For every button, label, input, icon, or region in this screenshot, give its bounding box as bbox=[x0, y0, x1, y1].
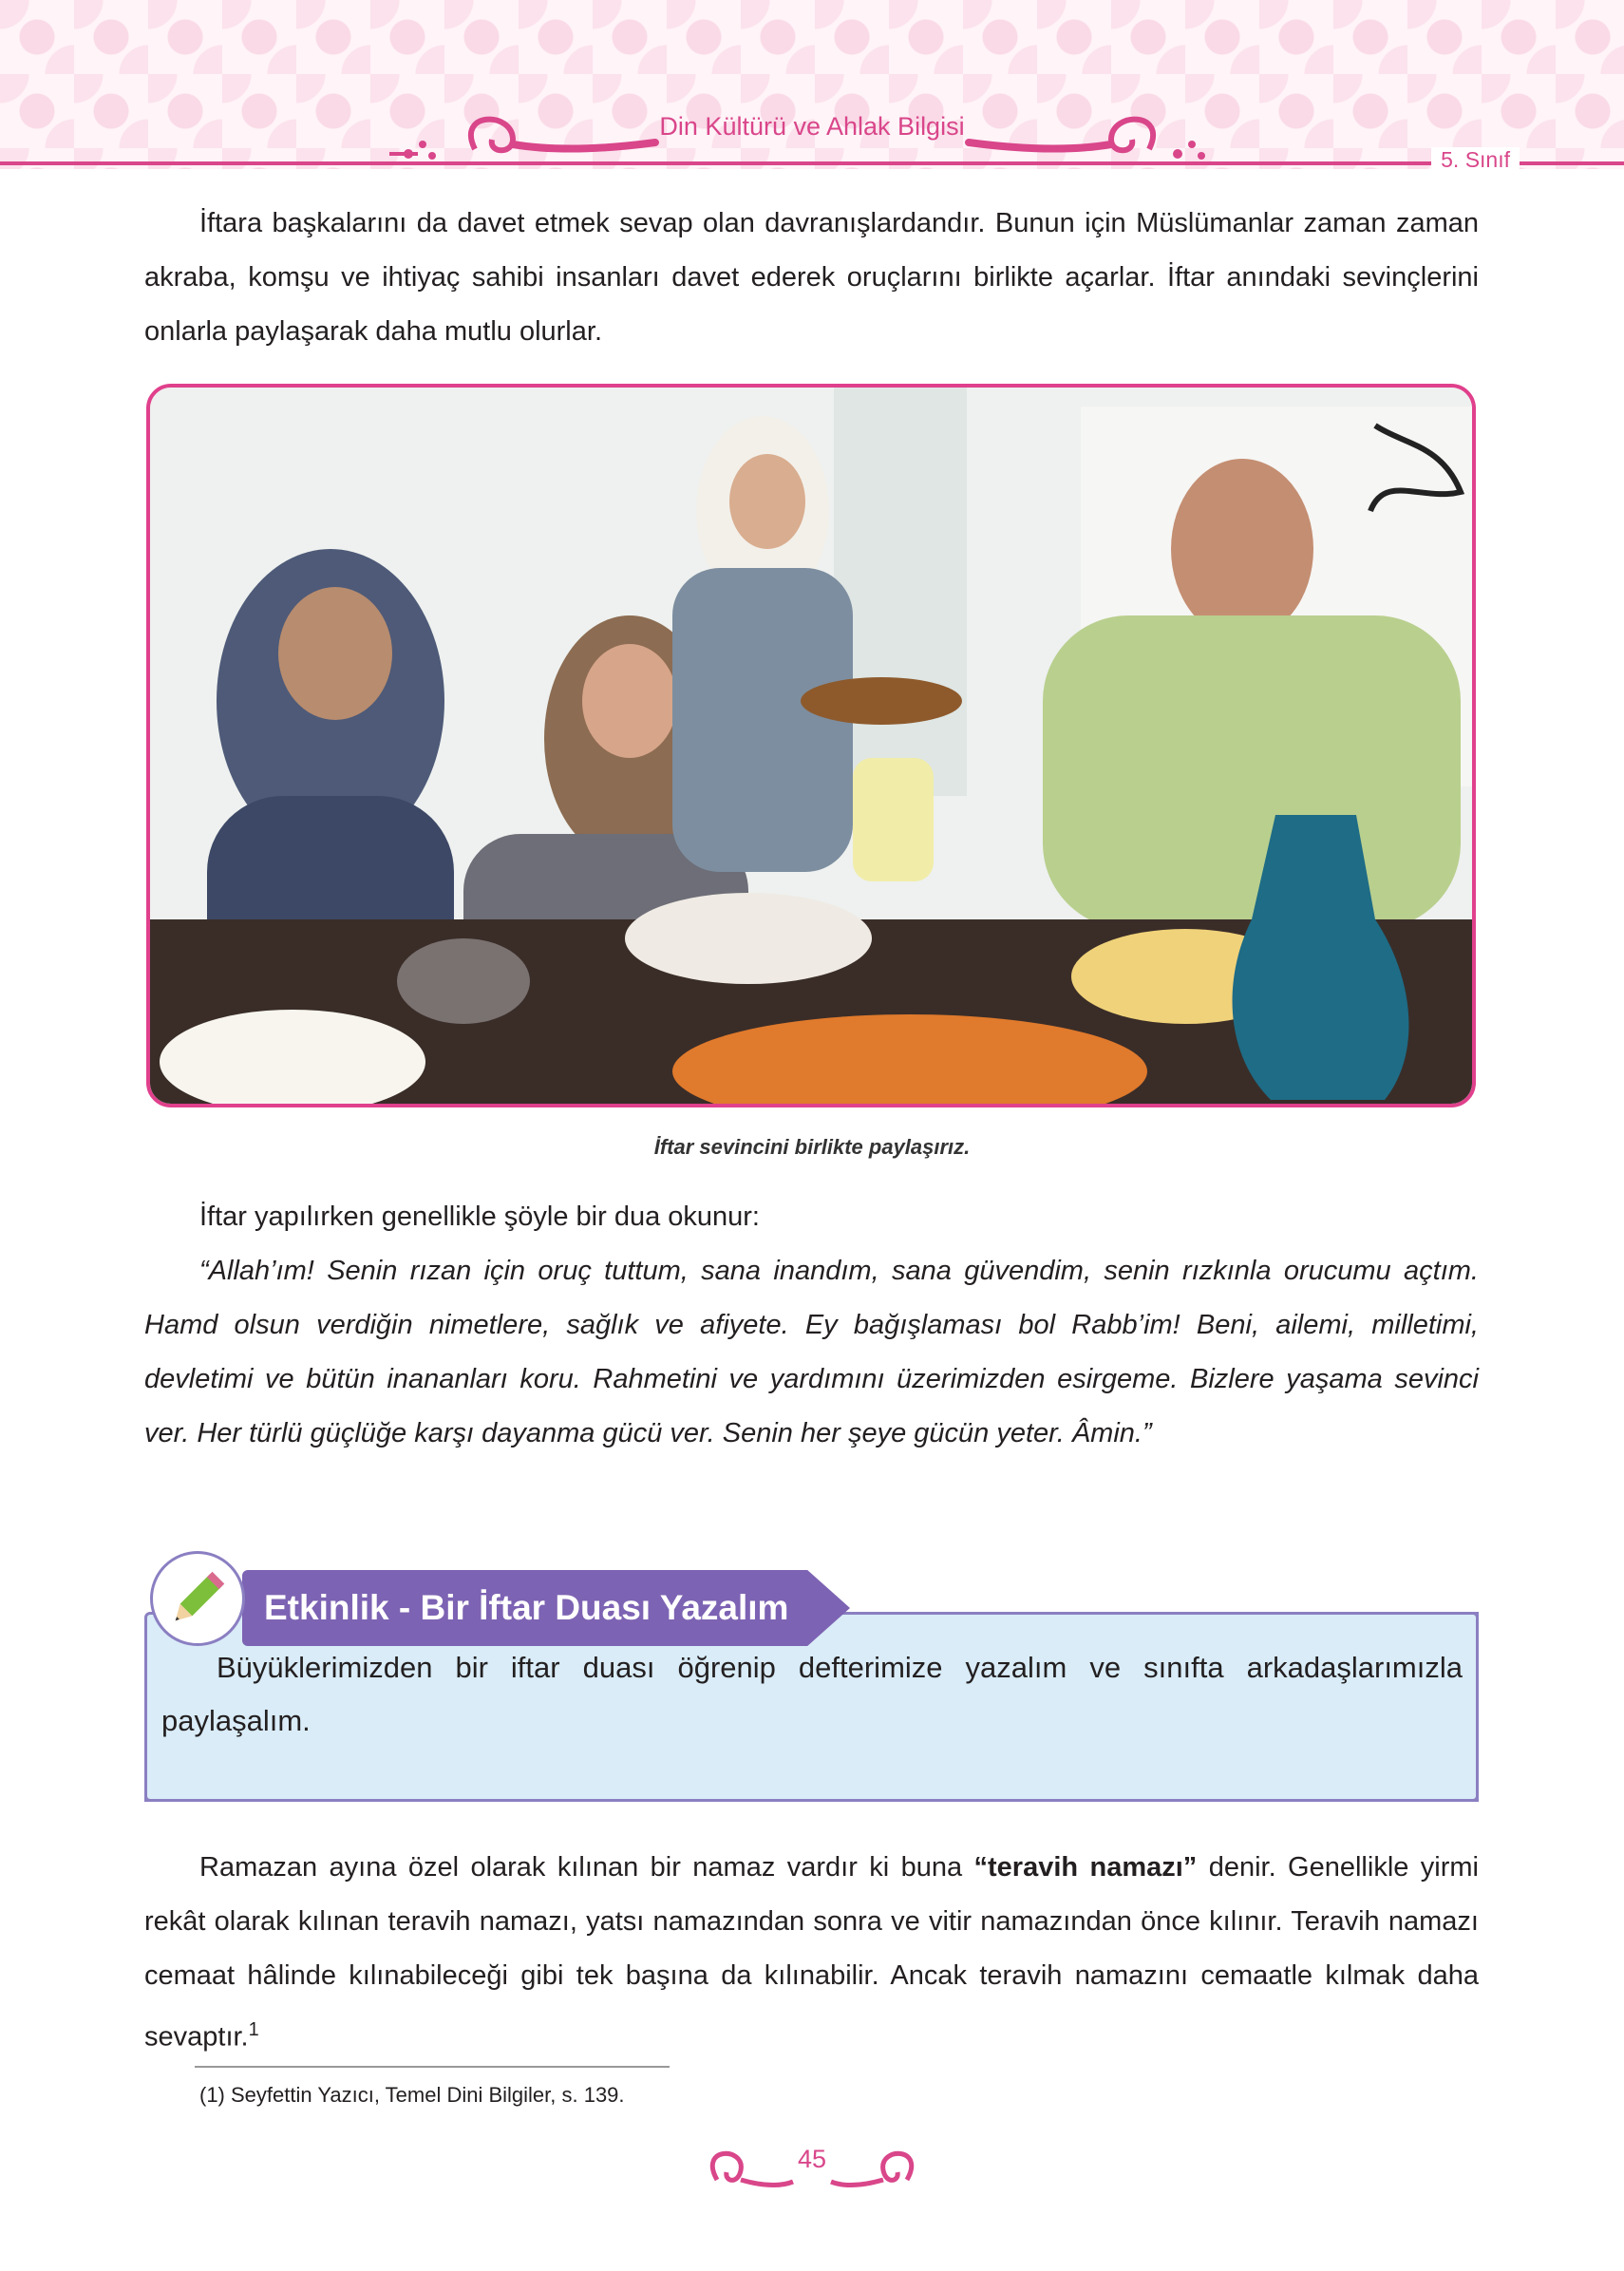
paragraph-teravih bbox=[144, 1841, 1479, 2065]
pencil-icon bbox=[153, 1554, 242, 1643]
prayer-intro-text: İftar yapılırken genellikle şöyle bir dua okunur: bbox=[199, 1202, 760, 1232]
teravih-term: “teravih namazı” bbox=[973, 1852, 1198, 1883]
photo-caption: İftar sevincini birlikte paylaşırız. bbox=[653, 1135, 971, 1159]
iftar-prayer bbox=[144, 1244, 1479, 1461]
book-title: Din Kültürü ve Ahlak Bilgisi bbox=[659, 112, 965, 141]
footnote-rule bbox=[195, 2066, 670, 2068]
activity-text bbox=[161, 1641, 1463, 1748]
corner-ornament bbox=[1455, 1612, 1479, 1636]
page-number: 45 bbox=[797, 2145, 827, 2173]
paragraph-iftar-invite bbox=[144, 197, 1479, 359]
corner-ornament bbox=[1455, 1778, 1479, 1802]
iftar-family-photo bbox=[146, 384, 1476, 1107]
paragraph-text: İftara başkalarını da davet etmek sevap olan davranışlardandır. Bunun için Müslümanlar zaman zaman akraba, komşu ve ihtiyaç sahibi insanları davet ederek oruçlarını birlikte açarlar. İftar anındaki sevinçlerini onlarla paylaşarak daha mutlu olurlar. bbox=[144, 208, 1479, 347]
teravih-text-end: denir. Genellikle yirmi rekât olarak kılınan teravih namazı, yatsı namazından sonra ve vitir namazından önce kılınır. Teravih namazı cemaat hâlinde kılınabileceği gibi tek başına da kılınabilir. Ancak teravih namazını cemaatle kılmak daha sevaptır. bbox=[144, 1852, 1479, 2053]
footnote: (1) Seyfettin Yazıcı, Temel Dini Bilgiler, s. 139. bbox=[199, 2083, 625, 2107]
header-pattern bbox=[0, 0, 1624, 169]
grade-label: 5. Sınıf bbox=[1431, 147, 1520, 173]
footnote-reference[interactable]: 1 bbox=[248, 2019, 259, 2040]
activity-text-body: Büyüklerimizden bir iftar duası öğrenip defterimize yazalım ve sınıfta arkadaşlarımızla paylaşalım. bbox=[161, 1651, 1463, 1737]
prayer-text: “Allah’ım! Senin rızan için oruç tuttum, sana inandım, sana güvendim, senin rızkınla orucumu açtım. Hamd olsun verdiğin nimetlere, sağlık ve afiyete. Ey bağışlaması bol Rabb’im! Beni, ailemi, milletimi, devletimi ve bütün inananları koru. Rahmetini ve yardımını üzerimizden esirgeme. Bizlere yaşama sevinci ver. Her türlü güçlüğe karşı dayanma gücü ver. Senin her şeye gücün yeter. Âmin.” bbox=[144, 1256, 1479, 1448]
teravih-text-start: Ramazan ayına özel olarak kılınan bir namaz vardır ki buna bbox=[199, 1852, 974, 1883]
activity-icon-badge bbox=[150, 1551, 245, 1646]
corner-ornament bbox=[144, 1778, 168, 1802]
header-rule bbox=[0, 161, 1624, 165]
activity-title: Etkinlik - Bir İftar Duası Yazalım bbox=[264, 1588, 789, 1627]
ornament-swirl-icon bbox=[959, 106, 1244, 163]
prayer-intro bbox=[144, 1190, 1479, 1244]
photo-illustration bbox=[150, 388, 1472, 1104]
